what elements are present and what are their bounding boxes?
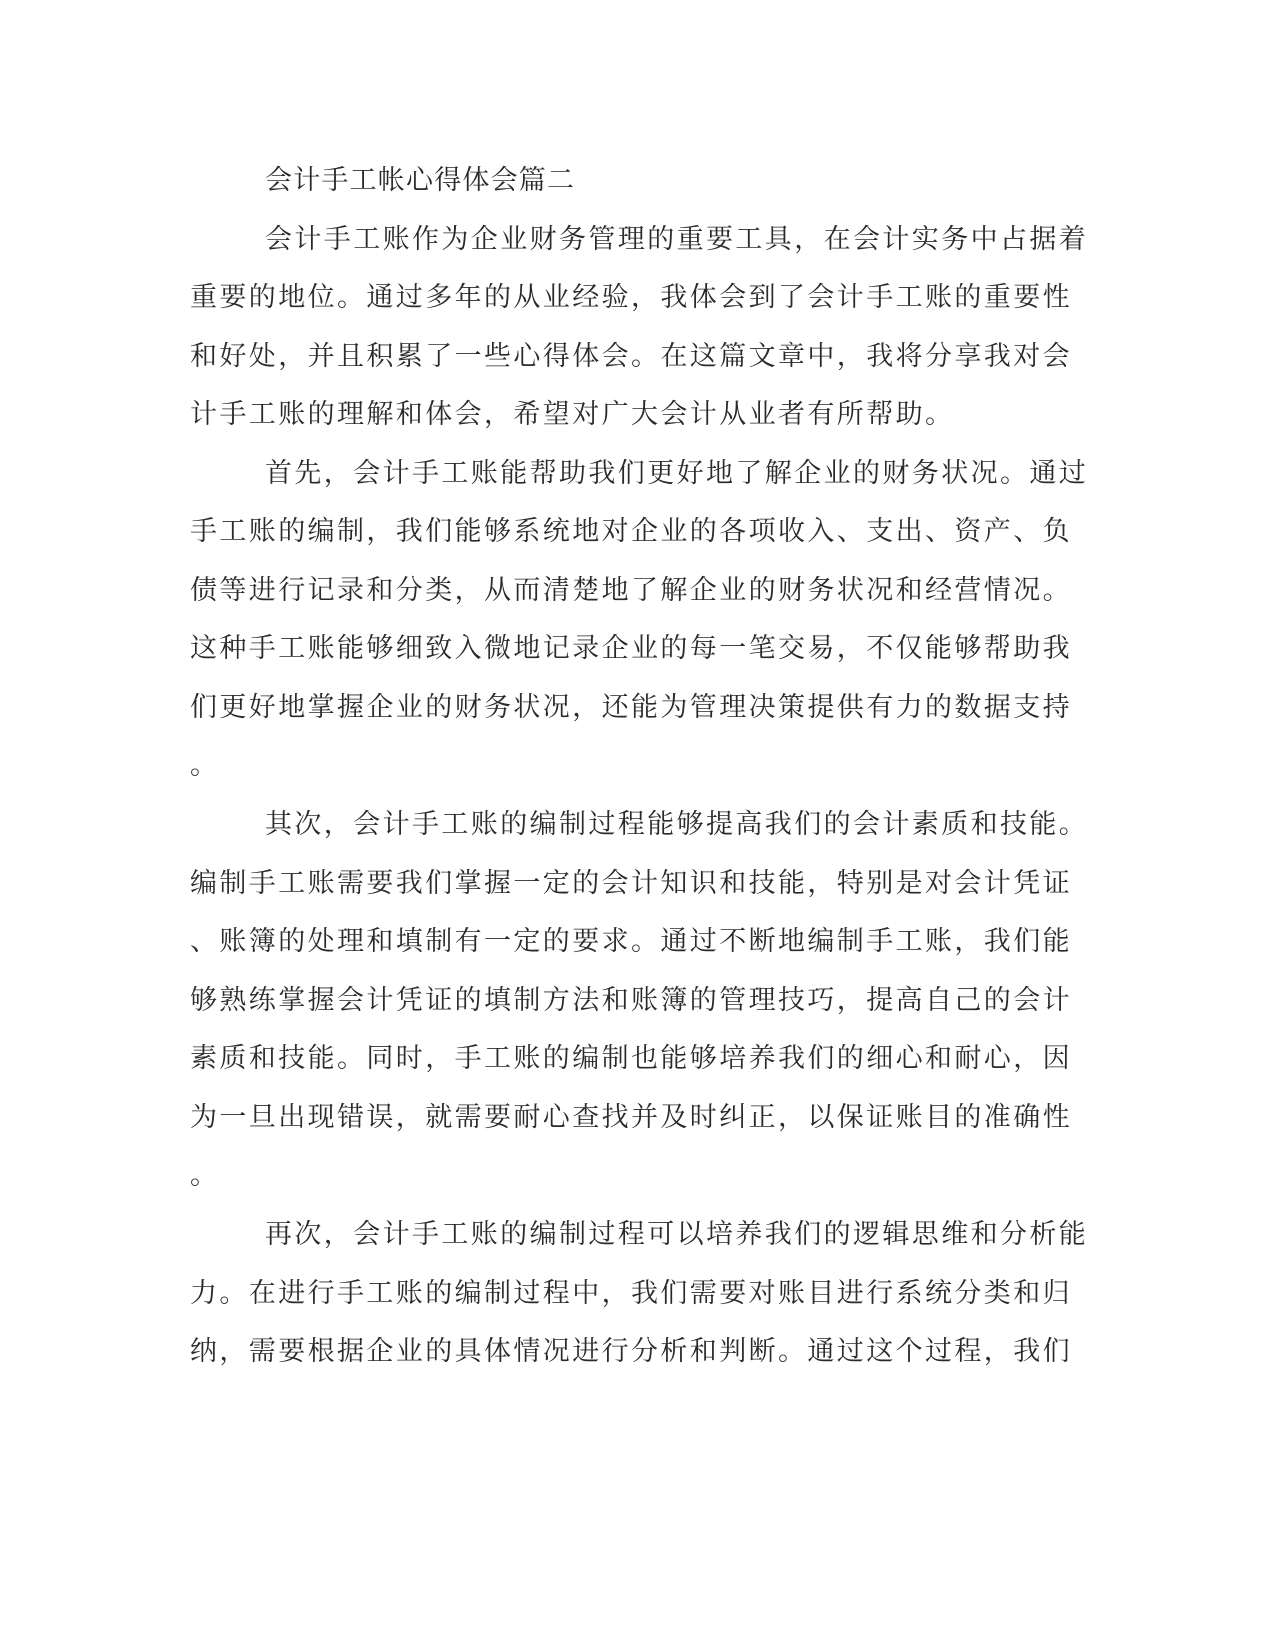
paragraph-line: 再次，会计手工账的编制过程可以培养我们的逻辑思维和分析能 (265, 1219, 1089, 1250)
paragraph-line: 会计手工账作为企业财务管理的重要工具，在会计实务中占据着 (265, 224, 1089, 255)
paragraph-line: 手工账的编制，我们能够系统地对企业的各项收入、支出、资产、负 (190, 516, 1072, 547)
paragraph-line: 。 (190, 1160, 220, 1191)
paragraph-line: 为一旦出现错误，就需要耐心查找并及时纠正，以保证账目的准确性 (190, 1102, 1072, 1133)
document-title: 会计手工帐心得体会篇二 (265, 165, 576, 196)
paragraph-line: 这种手工账能够细致入微地记录企业的每一笔交易，不仅能够帮助我 (190, 633, 1072, 664)
paragraph-line: 力。在进行手工账的编制过程中，我们需要对账目进行系统分类和归 (190, 1278, 1072, 1309)
paragraph-line: 们更好地掌握企业的财务状况，还能为管理决策提供有力的数据支持 (190, 692, 1072, 723)
paragraph-line: 和好处，并且积累了一些心得体会。在这篇文章中，我将分享我对会 (190, 341, 1072, 372)
paragraph-line: 编制手工账需要我们掌握一定的会计知识和技能，特别是对会计凭证 (190, 868, 1072, 899)
paragraph-line: 债等进行记录和分类，从而清楚地了解企业的财务状况和经营情况。 (190, 575, 1072, 606)
paragraph-line: 计手工账的理解和体会，希望对广大会计从业者有所帮助。 (190, 399, 955, 430)
paragraph-line: 首先，会计手工账能帮助我们更好地了解企业的财务状况。通过 (265, 458, 1089, 489)
paragraph-line: 够熟练掌握会计凭证的填制方法和账簿的管理技巧，提高自己的会计 (190, 985, 1072, 1016)
paragraph-line: 、账簿的处理和填制有一定的要求。通过不断地编制手工账，我们能 (190, 926, 1072, 957)
paragraph-line: 其次，会计手工账的编制过程能够提高我们的会计素质和技能。 (265, 809, 1089, 840)
paragraph-line: 重要的地位。通过多年的从业经验，我体会到了会计手工账的重要性 (190, 282, 1072, 313)
paragraph-line: 素质和技能。同时，手工账的编制也能够培养我们的细心和耐心，因 (190, 1043, 1072, 1074)
paragraph-line: 。 (190, 750, 220, 781)
paragraph-line: 纳，需要根据企业的具体情况进行分析和判断。通过这个过程，我们 (190, 1336, 1072, 1367)
